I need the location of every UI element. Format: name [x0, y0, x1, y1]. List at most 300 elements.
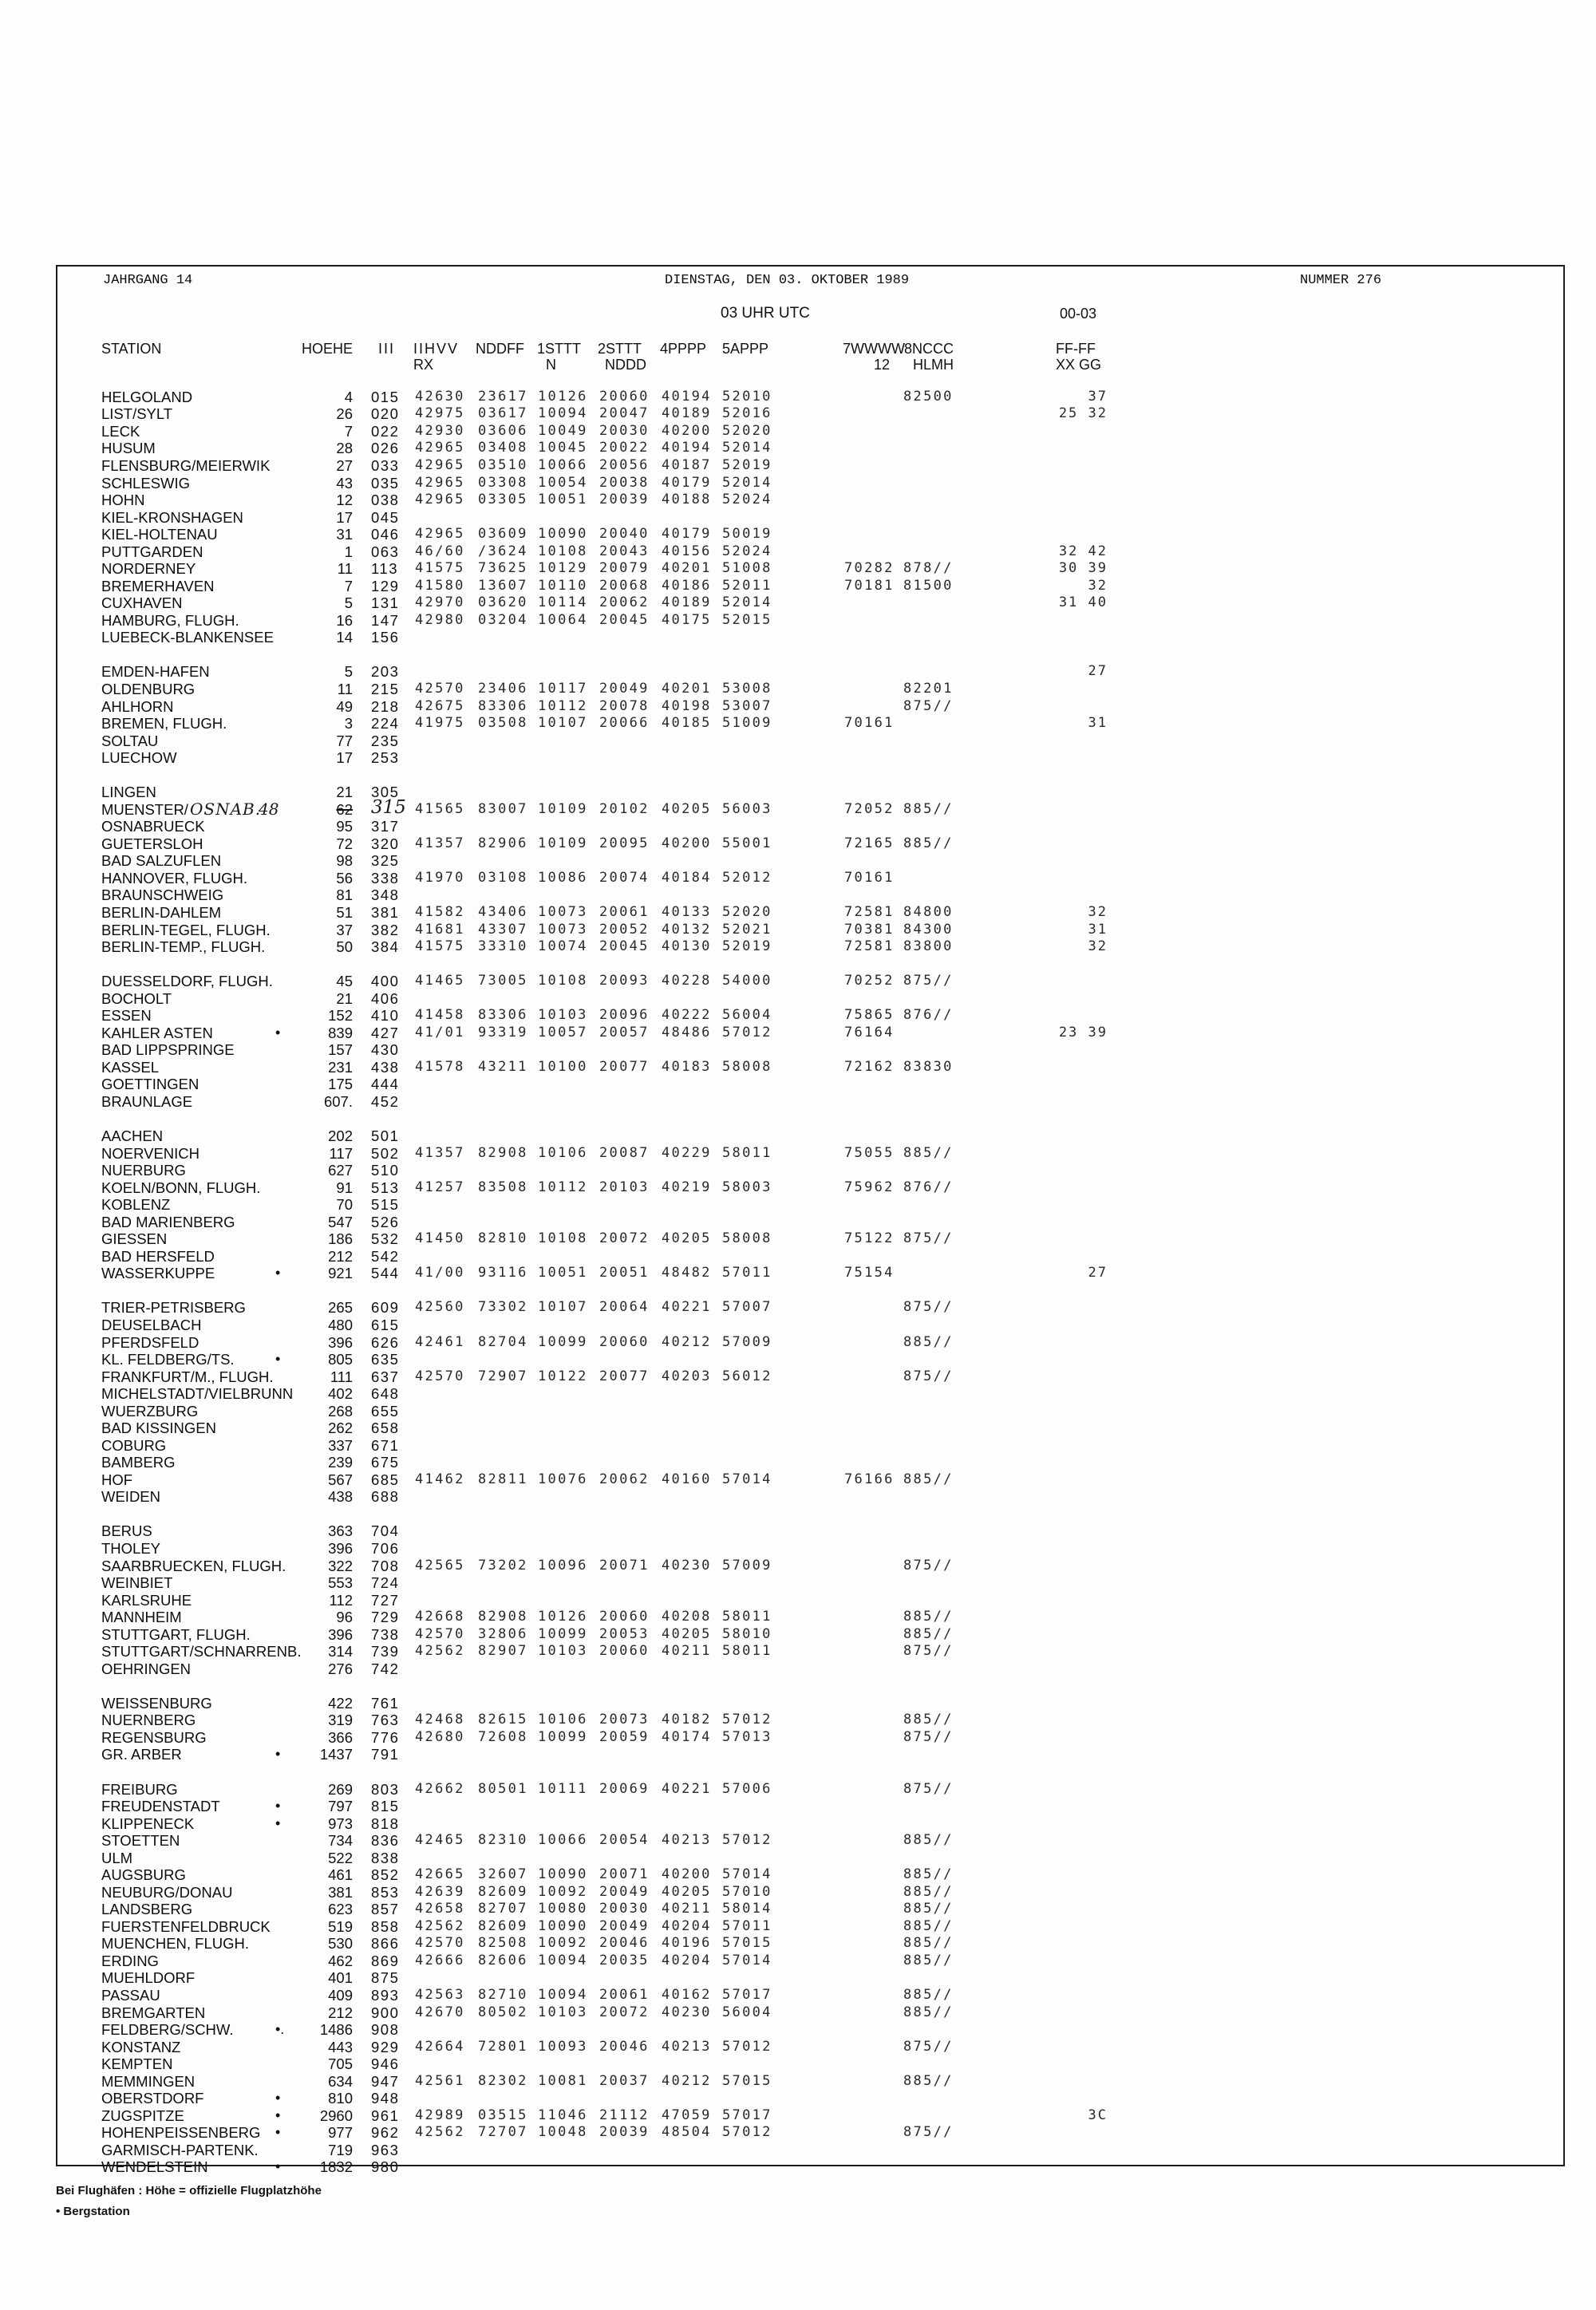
obs-group-1: 42562 — [415, 1917, 465, 1934]
obs-group-4: 20052 — [599, 921, 650, 938]
station-row — [0, 1540, 1596, 1558]
station-name: KIEL-KRONSHAGEN — [101, 508, 243, 526]
column-header-hoehe: HOEHE — [301, 341, 353, 357]
obs-group-2: 03620 — [478, 594, 528, 611]
mountain-station-marker: • — [275, 2124, 281, 2141]
obs-group-6: 57014 — [722, 1952, 772, 1968]
obs-group-3: 10094 — [538, 1987, 588, 2004]
column-header-12: 12 — [874, 357, 891, 373]
weather-group-7: 75154 — [844, 1265, 895, 1281]
station-row — [0, 475, 1596, 492]
station-name: OSNABRUECK — [101, 818, 205, 835]
station-row — [0, 1522, 1596, 1540]
station-row — [0, 543, 1596, 561]
obs-group-6: 54000 — [722, 973, 772, 989]
station-height: 1832 — [319, 2158, 353, 2176]
column-header-rx: RX — [413, 357, 434, 373]
mountain-station-marker: • — [275, 2090, 281, 2107]
obs-group-1: 42965 — [415, 456, 465, 473]
station-row — [0, 1953, 1596, 1970]
obs-group-4: 20060 — [599, 1609, 650, 1625]
obs-group-2: 82906 — [478, 835, 528, 851]
station-number: 532 — [371, 1230, 400, 1248]
obs-group-2: 43211 — [478, 1058, 528, 1075]
station-height: 623 — [328, 1901, 353, 1918]
station-number: 742 — [371, 1660, 400, 1677]
station-height: 14 — [336, 629, 353, 646]
station-row — [0, 1850, 1596, 1867]
station-name: BRAUNLAGE — [101, 1092, 193, 1110]
obs-group-1: 42980 — [415, 611, 465, 628]
station-name: NOERVENICH — [101, 1144, 200, 1162]
station-number: 026 — [371, 440, 400, 457]
obs-group-1: 41575 — [415, 560, 465, 577]
station-height: 567 — [328, 1471, 353, 1488]
station-row — [0, 1729, 1596, 1747]
station-name: HELGOLAND — [101, 388, 193, 405]
obs-group-5: 48504 — [662, 2124, 712, 2141]
obs-group-1: 41458 — [415, 1007, 465, 1024]
station-name: BERUS — [101, 1522, 152, 1540]
obs-group-3: 10090 — [538, 1917, 588, 1934]
obs-group-5: 40162 — [662, 1987, 712, 2004]
obs-group-4: 20030 — [599, 422, 650, 439]
obs-group-6: 58014 — [722, 1901, 772, 1917]
cloud-group-8: 885// — [903, 1712, 954, 1728]
station-height: 27 — [336, 456, 353, 474]
station-name: AHLHORN — [101, 697, 174, 715]
obs-group-1: 42989 — [415, 2107, 465, 2123]
station-number: 315 — [371, 796, 406, 818]
station-row — [0, 886, 1596, 904]
station-row — [0, 1179, 1596, 1197]
obs-group-3: 10103 — [538, 1643, 588, 1660]
station-height: 31 — [336, 526, 353, 543]
station-number: 430 — [371, 1041, 400, 1059]
obs-group-6: 56003 — [722, 800, 772, 817]
obs-group-1: 42664 — [415, 2038, 465, 2055]
obs-group-6: 53008 — [722, 680, 772, 697]
obs-group-3: 10108 — [538, 1230, 588, 1247]
obs-group-4: 20060 — [599, 1643, 650, 1660]
obs-group-6: 52010 — [722, 388, 772, 405]
obs-group-3: 10094 — [538, 1952, 588, 1968]
mountain-station-marker: • — [275, 1814, 281, 1831]
obs-group-5: 40204 — [662, 1917, 712, 1934]
station-row — [0, 1214, 1596, 1231]
obs-group-6: 57012 — [722, 1832, 772, 1849]
obs-group-3: 10107 — [538, 1299, 588, 1316]
obs-group-4: 20049 — [599, 1883, 650, 1900]
station-number: 406 — [371, 989, 400, 1007]
obs-group-2: 43307 — [478, 921, 528, 938]
station-name: OEHRINGEN — [101, 1660, 192, 1677]
obs-group-1: 41575 — [415, 938, 465, 955]
station-row — [0, 1969, 1596, 1987]
station-name: OBERSTDORF — [101, 2090, 204, 2107]
obs-group-4: 20062 — [599, 594, 650, 611]
station-name: LIST/SYLT — [101, 405, 173, 423]
station-row — [0, 1558, 1596, 1575]
column-header-nddff: NDDFF — [476, 341, 524, 357]
station-name: NUERNBERG — [101, 1712, 196, 1729]
obs-group-2: 82310 — [478, 1832, 528, 1849]
station-height: 1437 — [319, 1746, 353, 1763]
cloud-group-8: 878// — [903, 560, 954, 577]
station-number: 961 — [371, 2107, 400, 2124]
cloud-group-8: 83800 — [903, 938, 954, 955]
obs-group-4: 20057 — [599, 1024, 650, 1040]
weather-group-7: 75122 — [844, 1230, 895, 1247]
station-row — [0, 990, 1596, 1008]
station-row — [0, 560, 1596, 578]
station-number: 015 — [371, 388, 400, 405]
station-number: 724 — [371, 1574, 400, 1592]
station-height: 409 — [328, 1987, 353, 2004]
obs-group-5: 40221 — [662, 1299, 712, 1316]
obs-group-6: 52016 — [722, 405, 772, 422]
weather-group-7: 70181 — [844, 577, 895, 594]
station-number: 708 — [371, 1557, 400, 1574]
station-row — [0, 457, 1596, 475]
obs-group-1: 42675 — [415, 697, 465, 714]
station-name: DEUSELBACH — [101, 1316, 202, 1333]
station-number: 635 — [371, 1351, 400, 1368]
station-height: 4 — [344, 388, 353, 405]
station-row — [0, 526, 1596, 543]
station-number: 063 — [371, 543, 400, 560]
station-height: 21 — [336, 784, 353, 801]
station-number: 815 — [371, 1798, 400, 1815]
station-row — [0, 594, 1596, 612]
obs-group-5: 40211 — [662, 1901, 712, 1917]
station-height: 438 — [328, 1488, 353, 1506]
obs-group-4: 20045 — [599, 938, 650, 955]
obs-group-6: 57015 — [722, 1935, 772, 1952]
station-row — [0, 2142, 1596, 2159]
station-name: GR. ARBER — [101, 1746, 182, 1763]
obs-group-5: 40212 — [662, 1333, 712, 1350]
obs-group-5: 40188 — [662, 492, 712, 508]
obs-group-2: 73005 — [478, 973, 528, 989]
obs-group-1: 42662 — [415, 1780, 465, 1797]
obs-group-3: 10092 — [538, 1883, 588, 1900]
obs-group-4: 20062 — [599, 1471, 650, 1487]
obs-group-6: 50019 — [722, 526, 772, 543]
obs-group-1: 42965 — [415, 492, 465, 508]
station-height: 1 — [344, 543, 353, 560]
cloud-group-8: 84300 — [903, 921, 954, 938]
obs-group-5: 40213 — [662, 1832, 712, 1849]
station-height: 186 — [328, 1230, 353, 1248]
station-number: 382 — [371, 921, 400, 938]
obs-group-1: 41450 — [415, 1230, 465, 1247]
obs-group-4: 20045 — [599, 611, 650, 628]
obs-group-3: 10112 — [538, 1179, 588, 1195]
station-height: 17 — [336, 749, 353, 767]
obs-group-1: 42560 — [415, 1299, 465, 1316]
station-row — [0, 715, 1596, 732]
station-number: 866 — [371, 1935, 400, 1953]
obs-group-4: 20046 — [599, 1935, 650, 1952]
obs-group-5: 40132 — [662, 921, 712, 938]
station-number: 513 — [371, 1179, 400, 1196]
station-height: 2960 — [319, 2107, 353, 2124]
gust-ff-value: 31 40 — [1058, 594, 1108, 611]
obs-group-1: 42680 — [415, 1728, 465, 1745]
station-row — [0, 698, 1596, 716]
station-number: 502 — [371, 1144, 400, 1162]
column-header-ff-ff: FF-FF — [1056, 341, 1096, 357]
station-row — [0, 1385, 1596, 1403]
station-row — [0, 2021, 1596, 2039]
obs-group-5: 47059 — [662, 2107, 712, 2123]
obs-group-2: 33310 — [478, 938, 528, 955]
station-height: 396 — [328, 1625, 353, 1643]
station-name: BREMERHAVEN — [101, 577, 215, 594]
station-height: 973 — [328, 1814, 353, 1832]
obs-group-2: 03510 — [478, 456, 528, 473]
station-name: BERLIN-TEMP., FLUGH. — [101, 938, 266, 956]
station-height: 462 — [328, 1952, 353, 1969]
gust-ff-value: 27 — [1088, 1265, 1108, 1281]
station-number: 739 — [371, 1643, 400, 1660]
obs-group-1: 42565 — [415, 1557, 465, 1574]
obs-group-1: 42670 — [415, 2004, 465, 2020]
station-name: FRANKFURT/M., FLUGH. — [101, 1368, 274, 1385]
obs-group-4: 20054 — [599, 1832, 650, 1849]
obs-group-4: 20059 — [599, 1728, 650, 1745]
obs-group-1: 42570 — [415, 1935, 465, 1952]
cloud-group-8: 885// — [903, 1625, 954, 1642]
station-row — [0, 1265, 1596, 1282]
obs-group-3: 10093 — [538, 2038, 588, 2055]
station-name: HUSUM — [101, 440, 156, 457]
obs-group-1: 42639 — [415, 1883, 465, 1900]
obs-group-3: 10106 — [538, 1712, 588, 1728]
station-name: GOETTINGEN — [101, 1076, 200, 1093]
obs-group-4: 20103 — [599, 1179, 650, 1195]
obs-group-1: 42461 — [415, 1333, 465, 1350]
obs-group-3: 10076 — [538, 1471, 588, 1487]
weather-group-7: 70282 — [844, 560, 895, 577]
station-name: KEMPTEN — [101, 2055, 173, 2073]
station-height: 363 — [328, 1522, 353, 1540]
obs-group-4: 20022 — [599, 440, 650, 456]
station-row — [0, 1317, 1596, 1334]
obs-group-4: 20056 — [599, 456, 650, 473]
obs-group-5: 40189 — [662, 405, 712, 422]
obs-group-6: 57012 — [722, 1712, 772, 1728]
station-name: BAD MARIENBERG — [101, 1213, 235, 1230]
station-height: 212 — [328, 2004, 353, 2021]
obs-group-6: 57014 — [722, 1866, 772, 1883]
obs-group-2: 72801 — [478, 2038, 528, 2055]
station-name: HOF — [101, 1471, 133, 1488]
station-name: BAD LIPPSPRINGE — [101, 1041, 235, 1059]
station-row — [0, 440, 1596, 457]
obs-group-2: 03204 — [478, 611, 528, 628]
station-number: 852 — [371, 1866, 400, 1884]
station-number: 501 — [371, 1127, 400, 1145]
report-date: DIENSTAG, DEN 03. OKTOBER 1989 — [665, 273, 910, 288]
obs-group-2: 83306 — [478, 697, 528, 714]
station-number: 381 — [371, 904, 400, 921]
obs-group-5: 40230 — [662, 1557, 712, 1574]
station-height: 443 — [328, 2038, 353, 2055]
obs-group-6: 57010 — [722, 1883, 772, 1900]
obs-group-4: 20068 — [599, 577, 650, 594]
obs-group-4: 20060 — [599, 388, 650, 405]
station-row — [0, 852, 1596, 870]
obs-group-4: 20051 — [599, 1265, 650, 1281]
obs-group-2: 82302 — [478, 2072, 528, 2089]
obs-group-1: 42562 — [415, 2124, 465, 2141]
obs-group-6: 51008 — [722, 560, 772, 577]
station-number: 803 — [371, 1780, 400, 1798]
station-height: 319 — [328, 1712, 353, 1729]
station-name: KARLSRUHE — [101, 1591, 192, 1609]
station-number: 452 — [371, 1092, 400, 1110]
cloud-group-8: 875// — [903, 1299, 954, 1316]
station-height: 98 — [336, 852, 353, 870]
station-row — [0, 612, 1596, 630]
obs-group-4: 20039 — [599, 492, 650, 508]
obs-group-3: 10100 — [538, 1058, 588, 1075]
obs-group-2: 80501 — [478, 1780, 528, 1797]
obs-group-1: 41357 — [415, 835, 465, 851]
weather-group-7: 70381 — [844, 921, 895, 938]
station-height: 719 — [328, 2141, 353, 2158]
obs-group-2: 82710 — [478, 1987, 528, 2004]
obs-group-2: 82907 — [478, 1643, 528, 1660]
station-name: ZUGSPITZE — [101, 2107, 184, 2124]
obs-group-5: 40200 — [662, 835, 712, 851]
obs-group-1: 42668 — [415, 1609, 465, 1625]
obs-group-2: 82908 — [478, 1609, 528, 1625]
obs-group-3: 10103 — [538, 1007, 588, 1024]
obs-group-5: 40212 — [662, 2072, 712, 2089]
weather-group-7: 75055 — [844, 1144, 895, 1161]
station-height: 276 — [328, 1660, 353, 1677]
obs-group-1: 42570 — [415, 1625, 465, 1642]
gust-ff-value: 31 — [1088, 921, 1108, 938]
station-row — [0, 2055, 1596, 2073]
column-header-n: N — [546, 357, 556, 373]
station-height: 366 — [328, 1728, 353, 1746]
station-number: 818 — [371, 1814, 400, 1832]
gust-ff-value: 32 — [1088, 938, 1108, 955]
cloud-group-8: 885// — [903, 1935, 954, 1952]
station-name: FELDBERG/SCHW. — [101, 2021, 234, 2039]
station-number: 836 — [371, 1832, 400, 1850]
station-name: HOHENPEISSENBERG — [101, 2124, 261, 2142]
station-number: 444 — [371, 1076, 400, 1093]
station-row — [0, 2107, 1596, 2125]
station-row — [0, 1815, 1596, 1833]
obs-group-1: 42468 — [415, 1712, 465, 1728]
station-height: 202 — [328, 1127, 353, 1145]
cloud-group-8: 875// — [903, 2124, 954, 2141]
station-number: 761 — [371, 1694, 400, 1712]
station-number: 946 — [371, 2055, 400, 2073]
obs-group-2: 03408 — [478, 440, 528, 456]
obs-group-4: 20093 — [599, 973, 650, 989]
station-row — [0, 1695, 1596, 1712]
station-number: 544 — [371, 1265, 400, 1282]
obs-group-4: 20095 — [599, 835, 650, 851]
station-height: 268 — [328, 1402, 353, 1420]
station-name: BREMGARTEN — [101, 2004, 206, 2021]
cloud-group-8: 84800 — [903, 904, 954, 920]
obs-group-6: 57014 — [722, 1471, 772, 1487]
station-row — [0, 2158, 1596, 2176]
station-row — [0, 1626, 1596, 1644]
mountain-station-marker: • — [275, 2107, 281, 2123]
obs-group-2: 03609 — [478, 526, 528, 543]
cloud-group-8: 82201 — [903, 680, 954, 697]
obs-group-1: 41/00 — [415, 1265, 465, 1281]
obs-group-2: 73302 — [478, 1299, 528, 1316]
obs-group-1: 42965 — [415, 526, 465, 543]
obs-group-6: 52014 — [722, 474, 772, 491]
obs-group-5: 40205 — [662, 800, 712, 817]
obs-group-5: 40189 — [662, 594, 712, 611]
obs-group-3: 10066 — [538, 456, 588, 473]
obs-group-5: 40205 — [662, 1625, 712, 1642]
station-number: 838 — [371, 1849, 400, 1866]
obs-group-5: 40205 — [662, 1230, 712, 1247]
obs-group-1: 41257 — [415, 1179, 465, 1195]
obs-group-5: 40156 — [662, 543, 712, 559]
station-row — [0, 1935, 1596, 1953]
obs-group-6: 58008 — [722, 1058, 772, 1075]
cloud-group-8: 885// — [903, 800, 954, 817]
station-row — [0, 405, 1596, 423]
station-name: BOCHOLT — [101, 989, 172, 1007]
station-row — [0, 1093, 1596, 1111]
obs-group-3: 10048 — [538, 2124, 588, 2141]
station-height: 175 — [328, 1076, 353, 1093]
obs-group-6: 57009 — [722, 1333, 772, 1350]
station-name: BERLIN-DAHLEM — [101, 904, 222, 921]
obs-group-1: 41970 — [415, 869, 465, 886]
station-name: CUXHAVEN — [101, 594, 183, 612]
obs-group-1: 42665 — [415, 1866, 465, 1883]
station-number: 738 — [371, 1625, 400, 1643]
cloud-group-8: 885// — [903, 835, 954, 851]
station-height: 381 — [328, 1883, 353, 1901]
wind-period: 00-03 — [1060, 306, 1097, 322]
station-number: 020 — [371, 405, 400, 423]
obs-group-3: 10126 — [538, 1609, 588, 1625]
station-name: MUENCHEN, FLUGH. — [101, 1935, 250, 1953]
station-height: 7 — [344, 422, 353, 440]
obs-group-2: 03308 — [478, 474, 528, 491]
station-height: 734 — [328, 1832, 353, 1850]
gust-ff-value: 23 39 — [1058, 1024, 1108, 1040]
obs-group-1: 42930 — [415, 422, 465, 439]
station-height: 607. — [323, 1092, 353, 1110]
station-number: 317 — [371, 818, 400, 835]
weather-group-7: 70161 — [844, 715, 895, 732]
obs-group-2: 82810 — [478, 1230, 528, 1247]
obs-group-3: 10103 — [538, 2004, 588, 2020]
obs-group-3: 10114 — [538, 594, 588, 611]
station-height: 5 — [344, 663, 353, 681]
column-header-iii: III — [378, 341, 396, 357]
cloud-group-8: 875// — [903, 1230, 954, 1247]
